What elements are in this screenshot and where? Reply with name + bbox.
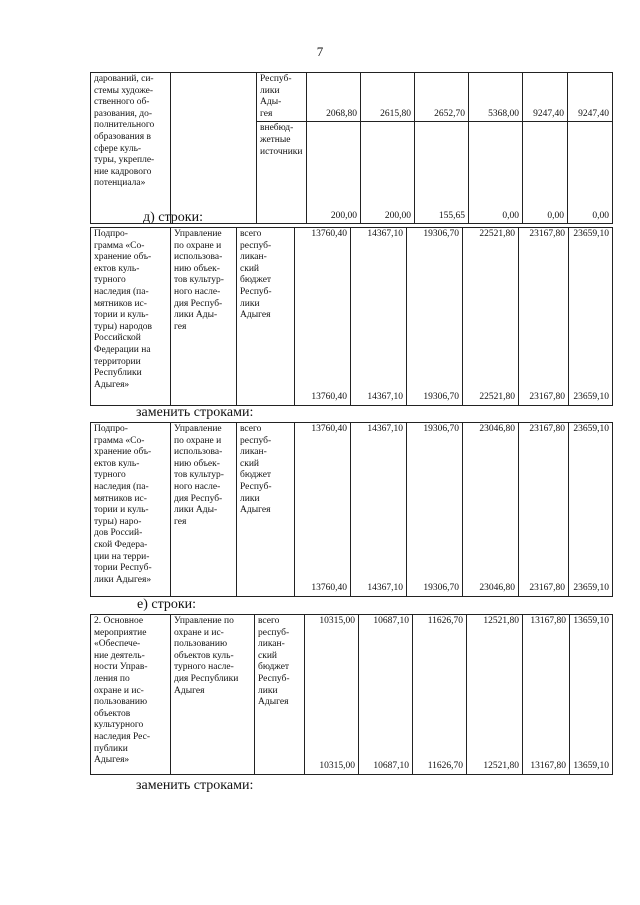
table-section-d-new bbox=[90, 422, 613, 597]
value-total: 13167,80 bbox=[530, 616, 566, 626]
value-cell: 155,65 bbox=[415, 122, 469, 224]
value-budget: 13760,40 bbox=[311, 583, 347, 594]
value-column bbox=[523, 615, 570, 775]
value-total: 14367,10 bbox=[367, 424, 403, 434]
page-number: 7 bbox=[316, 44, 324, 59]
value-column bbox=[569, 423, 613, 597]
value-column bbox=[519, 228, 569, 406]
value-budget: 14367,10 bbox=[367, 583, 403, 594]
funding-source: всего респуб- ликан- ский бюджет Респуб- лики Адыгея bbox=[237, 228, 295, 406]
value-cell: 0,00 bbox=[469, 122, 523, 224]
value-cell: 200,00 bbox=[361, 122, 415, 224]
main-activity-description: 2. Основное мероприятие «Обеспече- ние деятель- ности Управ- ления по охране и ис- пользованию объектов культурного наследия Рес- публики Адыгея» bbox=[91, 615, 171, 775]
value-total: 13659,10 bbox=[573, 616, 609, 626]
value-total: 12521,80 bbox=[483, 616, 519, 626]
value-total: 13760,40 bbox=[311, 424, 347, 434]
executor-cell: Управление по охране и использова- нию объек- тов культур- ного насле- дия Респуб- лики Ады- гея bbox=[171, 228, 237, 406]
value-budget: 13659,10 bbox=[573, 761, 609, 772]
value-budget: 19306,70 bbox=[423, 392, 459, 403]
funding-source: Респуб- лики Ады- гея bbox=[257, 73, 307, 122]
executor-cell: Управление по охране и использова- нию объек- тов культур- ного насле- дия Респуб- лики Ады- гея bbox=[171, 423, 237, 597]
value-budget: 19306,70 bbox=[423, 583, 459, 594]
caption-e: е) строки: bbox=[137, 597, 197, 612]
value-budget: 23046,80 bbox=[479, 583, 515, 594]
value-budget: 23167,80 bbox=[529, 392, 565, 403]
value-total: 23167,80 bbox=[529, 229, 565, 239]
value-total: 10315,00 bbox=[319, 616, 355, 626]
value-column bbox=[467, 615, 523, 775]
value-cell: 2068,80 bbox=[307, 73, 361, 122]
value-budget: 23659,10 bbox=[573, 583, 609, 594]
value-column bbox=[295, 423, 351, 597]
value-column bbox=[407, 423, 463, 597]
value-cell: 2615,80 bbox=[361, 73, 415, 122]
value-budget: 13167,80 bbox=[530, 761, 566, 772]
subprogram-description: Подпро- грамма «Со- хранение объ- ектов куль- турного наследия (па- мятников ис- тории и куль- туры) наро- дов Россий- ской Федера- ции на терри- тории Респуб- лики Адыгея» bbox=[91, 423, 171, 597]
value-total: 23659,10 bbox=[573, 424, 609, 434]
value-column bbox=[351, 228, 407, 406]
value-budget: 23659,10 bbox=[573, 392, 609, 403]
value-total: 19306,70 bbox=[423, 229, 459, 239]
executor-cell: Управление по охране и ис- пользованию объектов куль- турного насле- дия Республики Адыгея bbox=[171, 615, 255, 775]
subprogram-description: Подпро- грамма «Со- хранение объ- ектов куль- турного наследия (па- мятников ис- тории и куль- туры) народов Российской Федерации на территории Республики Адыгея» bbox=[91, 228, 171, 406]
value-cell: 0,00 bbox=[523, 122, 568, 224]
value-cell: 9247,40 bbox=[568, 73, 613, 122]
value-column bbox=[463, 228, 519, 406]
program-description: дарований, си- стемы художе- ственного об- разования, до- полнительного образования в сфере куль- туры, укрепле- ние кадрового потенциала» bbox=[91, 73, 171, 224]
value-column bbox=[351, 423, 407, 597]
caption-replace-2: заменить строками: bbox=[136, 778, 254, 793]
value-total: 23167,80 bbox=[529, 424, 565, 434]
value-total: 23659,10 bbox=[573, 229, 609, 239]
value-budget: 10687,10 bbox=[373, 761, 409, 772]
value-column bbox=[305, 615, 359, 775]
value-total: 22521,80 bbox=[479, 229, 515, 239]
caption-d: д) строки: bbox=[143, 210, 203, 225]
value-column bbox=[413, 615, 467, 775]
value-budget: 10315,00 bbox=[319, 761, 355, 772]
value-column bbox=[569, 228, 613, 406]
value-column bbox=[570, 615, 613, 775]
value-cell: 2652,70 bbox=[415, 73, 469, 122]
value-budget: 14367,10 bbox=[367, 392, 403, 403]
value-cell: 200,00 bbox=[307, 122, 361, 224]
value-total: 14367,10 bbox=[367, 229, 403, 239]
caption-replace-1: заменить строками: bbox=[136, 405, 254, 420]
table-section-d bbox=[90, 227, 613, 406]
value-column bbox=[519, 423, 569, 597]
value-total: 10687,10 bbox=[373, 616, 409, 626]
funding-source: внебюд- жетные источники bbox=[257, 122, 307, 224]
funding-source: всего респуб- ликан- ский бюджет Респуб- лики Адыгея bbox=[237, 423, 295, 597]
value-column bbox=[407, 228, 463, 406]
value-cell: 9247,40 bbox=[523, 73, 568, 122]
value-column bbox=[463, 423, 519, 597]
funding-source: всего респуб- ликан- ский бюджет Респуб- лики Адыгея bbox=[255, 615, 305, 775]
value-total: 11626,70 bbox=[427, 616, 463, 626]
table-section-e bbox=[90, 614, 613, 775]
value-budget: 22521,80 bbox=[479, 392, 515, 403]
value-budget: 23167,80 bbox=[529, 583, 565, 594]
value-budget: 11626,70 bbox=[427, 761, 463, 772]
table-top-continuation bbox=[90, 72, 613, 224]
executor-cell bbox=[171, 73, 257, 224]
value-column bbox=[359, 615, 413, 775]
value-budget: 13760,40 bbox=[311, 392, 347, 403]
value-budget: 12521,80 bbox=[483, 761, 519, 772]
value-cell: 5368,00 bbox=[469, 73, 523, 122]
value-cell: 0,00 bbox=[568, 122, 613, 224]
value-total: 23046,80 bbox=[479, 424, 515, 434]
value-total: 13760,40 bbox=[311, 229, 347, 239]
value-column bbox=[295, 228, 351, 406]
value-total: 19306,70 bbox=[423, 424, 459, 434]
